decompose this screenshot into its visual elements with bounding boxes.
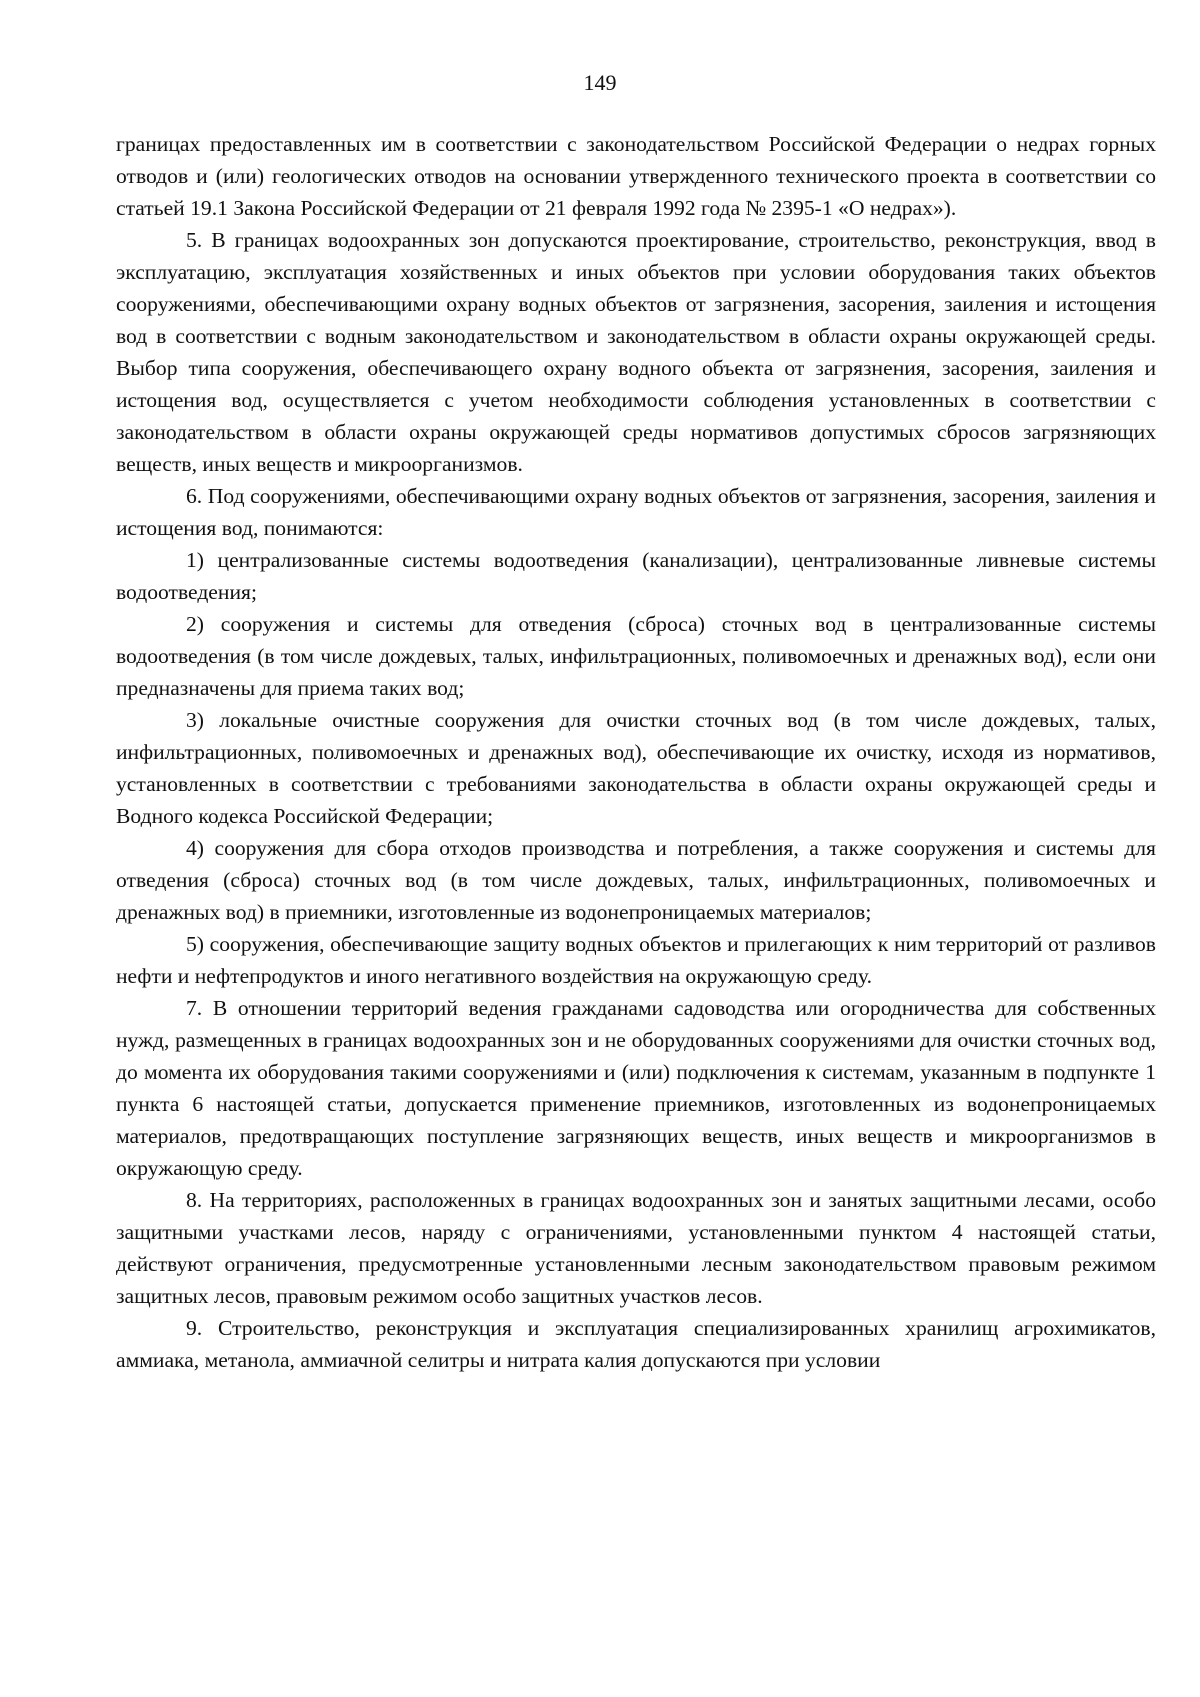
document-body [116,128,1156,1376]
paragraph: 2) сооружения и системы для отведения (сброса) сточных вод в централизованные системы водоотведения (в том числе дождевых, талых, инфильтрационных, поливомоечных и дренажных вод), если они предназначены для приема таких вод; [116,612,1156,700]
paragraph: 3) локальные очистные сооружения для очистки сточных вод (в том числе дождевых, талых, инфильтрационных, поливомоечных и дренажных вод), обеспечивающие их очистку, исходя из нормативов, установленных в соответствии с требованиями законодательства в области охраны окружающей среды и Водного кодекса Российской Федерации; [116,708,1156,828]
page-number: 149 [583,70,617,95]
paragraph: 5) сооружения, обеспечивающие защиту водных объектов и прилегающих к ним территорий от разливов нефти и нефтепродуктов и иного негативного воздействия на окружающую среду. [116,932,1156,988]
paragraph: 5. В границах водоохранных зон допускаются проектирование, строительство, реконструкция, ввод в эксплуатацию, эксплуатация хозяйственных и иных объектов при условии оборудования таких объектов сооружениями, обеспечивающими охрану водных объектов от загрязнения, засорения, заиления и истощения вод в соответствии с водным законодательством и законодательством в области охраны окружающей среды. Выбор типа сооружения, обеспечивающего охрану водного объекта от загрязнения, засорения, заиления и истощения вод, осуществляется с учетом необходимости соблюдения установленных в соответствии с законодательством в области охраны окружающей среды нормативов допустимых сбросов загрязняющих веществ, иных веществ и микроорганизмов. [116,228,1156,476]
paragraph: 9. Строительство, реконструкция и эксплуатация специализированных хранилищ агрохимикатов, аммиака, метанола, аммиачной селитры и нитрата калия допускаются при условии [116,1316,1156,1372]
paragraph: 8. На территориях, расположенных в границах водоохранных зон и занятых защитными лесами, особо защитными участками лесов, наряду с ограничениями, установленными пунктом 4 настоящей статьи, действуют ограничения, предусмотренные установленными лесным законодательством правовым режимом защитных лесов, правовым режимом особо защитных участков лесов. [116,1188,1156,1308]
paragraph: 4) сооружения для сбора отходов производства и потребления, а также сооружения и системы для отведения (сброса) сточных вод (в том числе дождевых, талых, инфильтрационных, поливомоечных и дренажных вод) в приемники, изготовленные из водонепроницаемых материалов; [116,836,1156,924]
paragraph: 6. Под сооружениями, обеспечивающими охрану водных объектов от загрязнения, засорения, заиления и истощения вод, понимаются: [116,484,1156,540]
paragraph: 7. В отношении территорий ведения гражданами садоводства или огородничества для собственных нужд, размещенных в границах водоохранных зон и не оборудованных сооружениями для очистки сточных вод, до момента их оборудования такими сооружениями и (или) подключения к системам, указанным в подпункте 1 пункта 6 настоящей статьи, допускается применение приемников, изготовленных из водонепроницаемых материалов, предотвращающих поступление загрязняющих веществ, иных веществ и микроорганизмов в окружающую среду. [116,996,1156,1180]
paragraph: 1) централизованные системы водоотведения (канализации), централизованные ливневые системы водоотведения; [116,548,1156,604]
paragraph: границах предоставленных им в соответствии с законодательством Российской Федерации о недрах горных отводов и (или) геологических отводов на основании утвержденного технического проекта в соответствии со статьей 19.1 Закона Российской Федерации от 21 февраля 1992 года № 2395-1 «О недрах»). [116,132,1156,220]
